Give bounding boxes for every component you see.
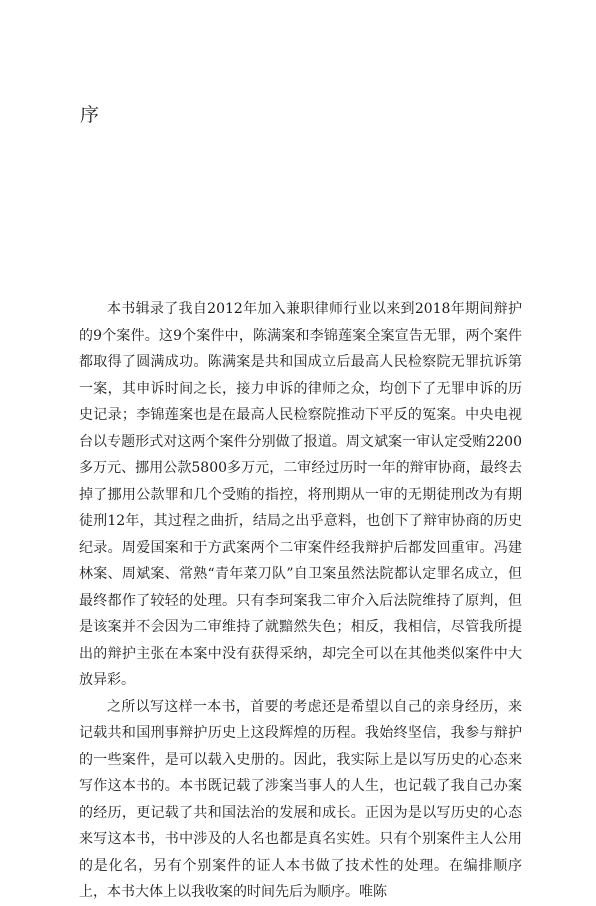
preface-body <box>79 296 522 906</box>
paragraph: 之所以写这样一本书，首要的考虑还是希望以自己的亲身经历，来记载共和国刑事辩护历史上这段辉煌的历程。我始终坚信，我参与辩护的一些案件，是可以载入史册的。因此，我实际上是以写历史的心态来写作这本书的。本书既记载了涉案当事人的人生，也记载了我自己办案的经历，更记载了共和国法治的发展和成长。正因为是以写历史的心态来写这本书，书中涉及的人名也都是真名实姓。只有个别案件主人公用的是化名，另有个别案件的证人本书做了技术性的处理。在编排顺序上，本书大体上以我收案的时间先后为顺序。唯陈 <box>79 698 522 900</box>
preface-heading: 序 <box>80 104 101 126</box>
paragraph: 本书辑录了我自2012年加入兼职律师行业以来到2018年期间辩护的9个案件。这9个案件中，陈满案和李锦莲案全案宣告无罪，两个案件都取得了圆满成功。陈满案是共和国成立后最高人民检察院无罪抗诉第一案，其申诉时间之长，接力申诉的律师之众，均创下了无罪申诉的历史记录；李锦莲案也是在最高人民检察院推动下平反的冤案。中央电视台以专题形式对这两个案件分别做了报道。周文斌案一审认定受贿2200多万元、挪用公款5800多万元，二审经过历时一年的辩审协商，最终去掉了挪用公款罪和几个受贿的指控，将刑期从一审的无期徒刑改为有期徒刑12年，其过程之曲折，结局之出乎意料，也创下了辩审协商的历史纪录。周爱国案和于方武案两个二审案件经我辩护后都发回重审。冯建林案、周斌案、常熟“青年菜刀队”自卫案虽然法院都认定罪名成立，但最终都作了较轻的处理。只有李珂案我二审介入后法院维持了原判，但是该案并不会因为二审维持了就黯然失色；相反，我相信，尽管我所提出的辩护主张在本案中没有获得采纳，却完全可以在其他类似案件中大放异彩。 <box>79 301 522 688</box>
